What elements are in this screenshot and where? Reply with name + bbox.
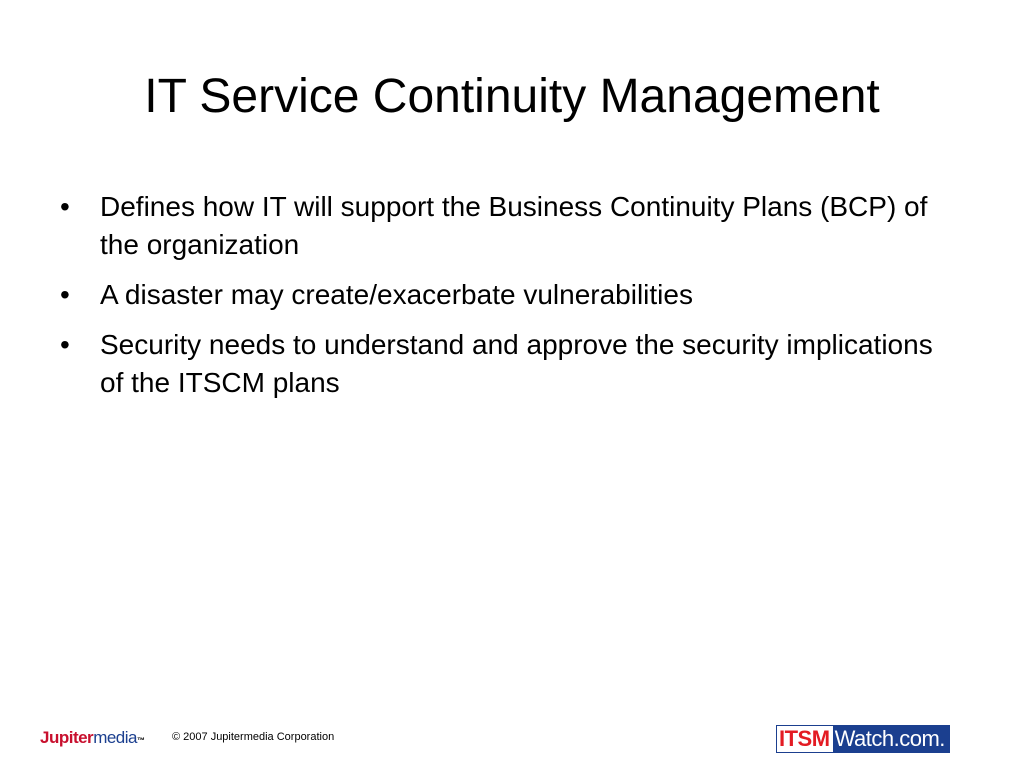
bullet-marker: • <box>60 279 70 310</box>
bullet-item <box>60 326 960 402</box>
logo-text-itsm: ITSM <box>777 726 833 752</box>
bullet-marker: • <box>60 191 70 222</box>
copyright-notice: © 2007 Jupitermedia Corporation <box>172 731 335 743</box>
bullet-item <box>60 276 960 314</box>
bullet-item <box>60 188 960 264</box>
logo-text-media: media <box>93 728 137 747</box>
bullet-text: Security needs to understand and approve the security implications of the ITSCM plans <box>100 329 933 398</box>
logo-text-watch: Watch.com. <box>833 726 949 752</box>
jupitermedia-logo <box>40 728 145 748</box>
slide-title: IT Service Continuity Management <box>144 70 880 123</box>
logo-trademark: ™ <box>137 736 145 745</box>
itsmwatch-logo <box>776 725 950 753</box>
bullet-text: A disaster may create/exacerbate vulnerabilities <box>100 279 693 310</box>
bullet-marker: • <box>60 329 70 360</box>
bullet-list <box>60 188 960 414</box>
bullet-text: Defines how IT will support the Business Continuity Plans (BCP) of the organization <box>100 191 928 260</box>
logo-text-jupiter: Jupiter <box>40 728 94 747</box>
